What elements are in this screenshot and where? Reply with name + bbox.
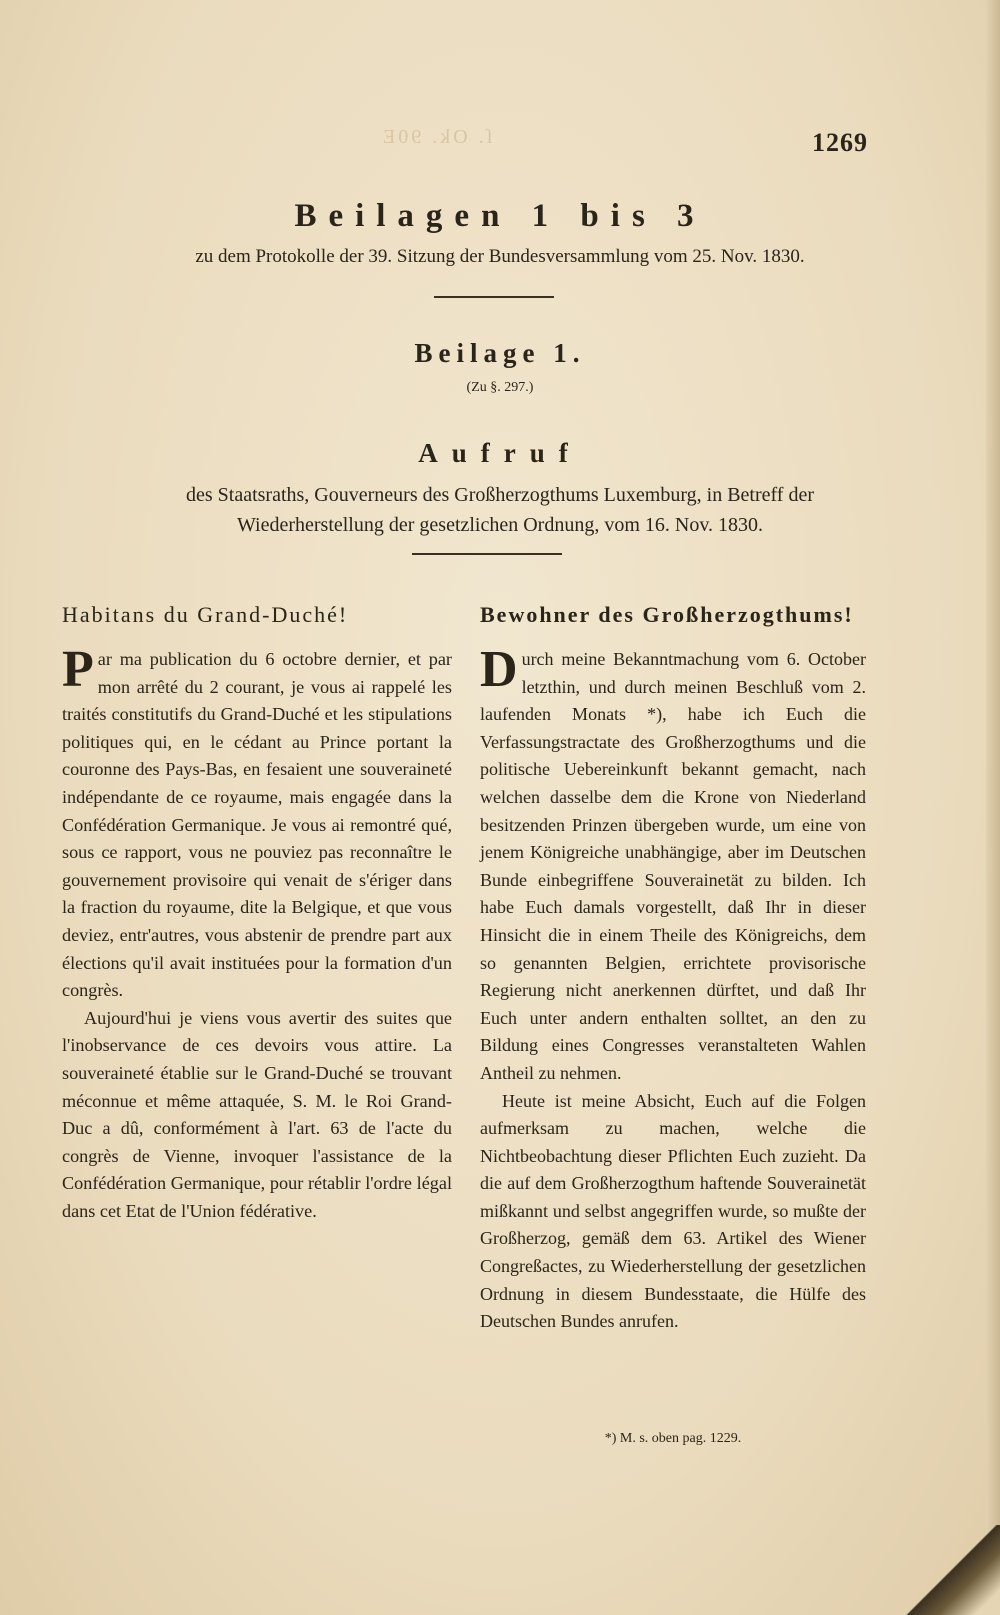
french-dropcap: P — [62, 641, 94, 698]
german-paragraph-2: Heute ist meine Absicht, Euch auf die Folgen aufmerksam zu machen, welche die Nichtbeobachtung dieser Pflichten Euch zuzieht. Da die auf dem Großherzogthum haftende Souverainetät mißkannt und selbst angegriffen wurde, so mußte der Großherzog, gemäß dem 63. Artikel des Wiener Congreßactes, zu Wiederherstellung der gesetzlichen Ordnung in diesem Bundesstaate, die Hülfe des Deutschen Bundes anrufen. — [480, 1090, 866, 1332]
beilage-reference: (Zu §. 297.) — [466, 380, 534, 395]
divider-rule — [412, 553, 562, 555]
main-subtitle: zu dem Protokolle der 39. Sitzung der Bundesversammlung vom 25. Nov. 1830. — [195, 246, 805, 267]
german-dropcap: D — [480, 641, 518, 698]
german-column — [480, 600, 866, 1336]
beilage-title: Beilage 1. — [414, 338, 586, 368]
german-heading: Bewohner des Großherzogthums! — [480, 602, 854, 627]
aufruf-subtitle: des Staatsraths, Gouverneurs des Großherzogthums Luxemburg, in Betreff der Wiederherstellung der gesetzlichen Ordnung, vom 16. Nov. 1830. — [186, 484, 814, 536]
page-number: 1269 — [812, 128, 868, 157]
french-column — [62, 600, 452, 1225]
french-paragraph-2: Aujourd'hui je viens vous avertir des suites que l'inobservance de ces devoirs vous attire. La souveraineté établie sur le Grand-Duché se trouvant méconnue et même attaquée, S. M. le Roi Grand-Duc a dû, conformément à l'art. 63 de l'acte du congrès de Vienne, invoquer l'assistance de la Confédération Germanique, pour rétablir l'ordre légal dans cet Etat de l'Union fédérative. — [62, 1007, 452, 1221]
main-title: Beilagen 1 bis 3 — [294, 198, 706, 234]
french-paragraph-1 — [62, 641, 452, 1005]
divider-rule — [434, 296, 554, 298]
page-edge — [986, 0, 1000, 1615]
french-paragraph-1-text: ar ma publication du 6 octobre dernier, et par mon arrêté du 2 courant, je vous ai rappelé les traités constitutifs du Grand-Duché et les stipulations politiques qui, en le cédant au Prince portant la couronne des Pays-Bas, en fesaient une souveraineté indépendante de ce royaume, mais engagée dans la Confédération Germanique. Je vous ai remontré qué, sous ce rapport, vous ne pouviez pas reconnaître le gouvernement provisoire qui venait de s'ériger dans la fraction du royaume, dite la Belgique, et que vous deviez, entr'autres, vous abstenir de prendre part aux élections qu'il avait instituées pour la formation d'un congrès. — [62, 649, 452, 1001]
german-paragraph-1-text: urch meine Bekanntmachung vom 6. October letzthin, und durch meinen Beschluß vom 2. laufenden Monats *), habe ich Euch die Verfassungstractate des Großherzogthums und die politische Uebereinkunft bekannt gemacht, nach welchen dasselbe dem die Krone von Niederland besitzenden Prinzen übergeben wurde, um eine von jenem Königreiche unabhängige, aber im Deutschen Bunde einbegriffene Souverainetät zu bilden. Ich habe Euch damals vorgestellt, daß Ihr in dieser Hinsicht die in einem Theile des Königreichs, dem so genannten Belgien, errichtete provisorische Regierung nicht anerkennen dürftet, und daß Ihr Euch unter andern enthalten solltet, an den zu Bildung eines Congresses veranstalteten Wahlen Antheil zu nehmen. — [480, 649, 866, 1083]
page-curl-shadow — [880, 1525, 1000, 1615]
french-heading: Habitans du Grand-Duché! — [62, 602, 349, 627]
bleed-through-text: ſ. Ok. 90E — [380, 126, 493, 148]
footnote: *) M. s. oben pag. 1229. — [604, 1431, 742, 1446]
aufruf-title: Aufruf — [418, 438, 582, 468]
german-paragraph-1 — [480, 641, 866, 1088]
